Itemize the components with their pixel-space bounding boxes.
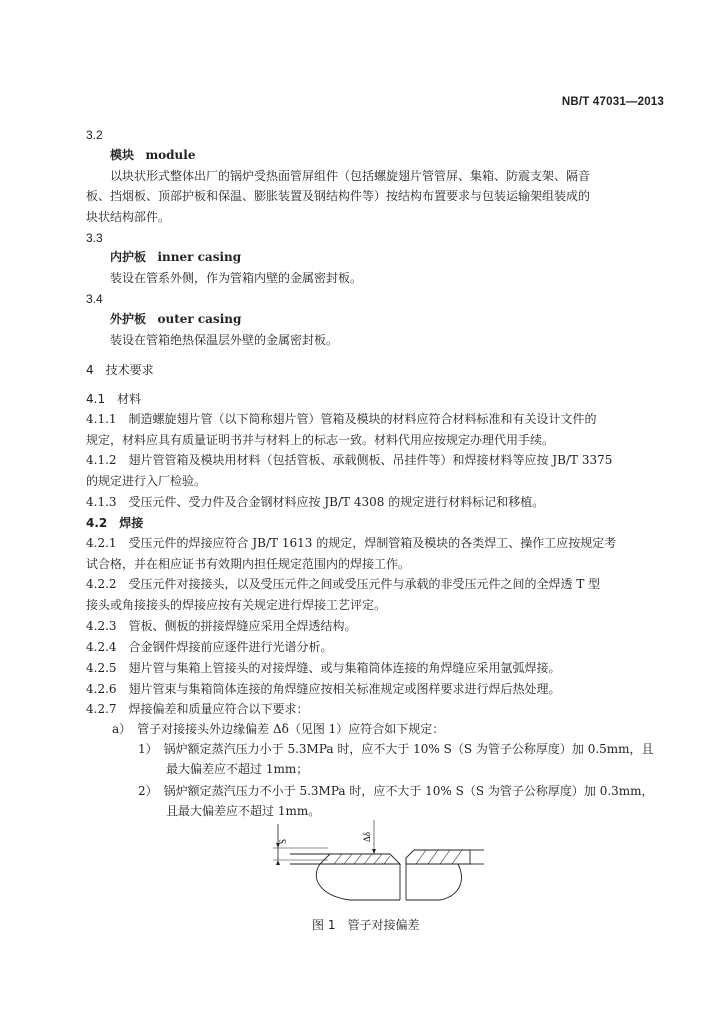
- def-term: 模块 module: [110, 148, 196, 162]
- para-line: 4.2.4 合金钢件焊接前应逐件进行光谱分析。: [86, 640, 333, 654]
- para-line: 4.1.2 翅片管管箱及模块用材料（包括管板、承载侧板、吊挂件等）和焊接材料等应按 JB/T 3375: [86, 453, 613, 467]
- def-text-line: 板、挡烟板、顶部护板和保温、膨胀装置及钢结构件等）按结构布置要求与包装运输架组装成的: [86, 189, 591, 203]
- para-line: 4.2.1 受压元件的焊接应符合 JB/T 1613 的规定，焊制管箱及模块的各类焊工、操作工应按规定考: [86, 536, 617, 550]
- list-item: 最大偏差应不超过 1mm；: [166, 762, 309, 776]
- list-item: a） 管子对接接头外边缘偏差 Δδ（见图 1）应符合如下规定：: [112, 722, 445, 736]
- def-text-line: 块状结构部件。: [86, 210, 171, 224]
- pipe-butt-weld-figure: [270, 818, 490, 910]
- list-item: 2） 锅炉额定蒸汽压力不小于 5.3MPa 时，应不大于 10% S（S 为管子公称厚度）加 0.3mm，: [138, 784, 654, 798]
- list-item: 1） 锅炉额定蒸汽压力小于 5.3MPa 时，应不大于 10% S（S 为管子公称厚度）加 0.5mm，且: [138, 742, 654, 756]
- para-line: 4.1.1 制造螺旋翅片管（以下简称翅片管）管箱及模块的材料应符合材料标准和有关设计文件的: [86, 412, 597, 426]
- standard-number: NB/T 47031—2013: [561, 96, 664, 108]
- def-number: 3.3: [86, 231, 103, 245]
- para-line: 4.2.5 翅片管与集箱上管接头的对接焊缝、或与集箱筒体连接的角焊缝应采用氩弧焊接。: [86, 661, 561, 675]
- para-line: 4.2.3 管板、侧板的拼接焊缝应采用全焊透结构。: [86, 619, 357, 633]
- def-text-line: 装设在管箱绝热保温层外壁的金属密封板。: [110, 333, 339, 347]
- para-line: 试合格，并在相应证书有效期内担任规定范围内的焊接工作。: [86, 557, 411, 571]
- para-line: 规定，材料应具有质量证明书并与材料上的标志一致。材料代用应按规定办理代用手续。: [86, 433, 555, 447]
- thickness-label: S: [278, 838, 288, 844]
- para-line: 4.2.7 焊接偏差和质量应符合以下要求：: [86, 702, 309, 716]
- para-line: 4.2.2 受压元件对接接头，以及受压元件之间或受压元件与承载的非受压元件之间的全焊透 T 型: [86, 577, 601, 591]
- def-term: 内护板 inner casing: [110, 250, 242, 264]
- def-number: 3.2: [86, 128, 103, 142]
- def-term: 外护板 outer casing: [110, 312, 242, 326]
- para-line: 4.2.6 翅片管束与集箱筒体连接的角焊缝应按相关标准规定或图样要求进行焊后热处理。: [86, 682, 561, 696]
- subsection-heading: 4.1 材料: [86, 392, 142, 406]
- def-text-line: 装设在管系外侧，作为管箱内壁的金属密封板。: [110, 271, 363, 285]
- offset-label: Δδ: [362, 831, 372, 842]
- figure-caption: 图 1 管子对接偏差: [312, 918, 420, 932]
- para-line: 的规定进行入厂检验。: [86, 474, 207, 488]
- subsection-heading: 4.2 焊接: [86, 516, 144, 530]
- list-item: 且最大偏差应不超过 1mm。: [166, 804, 321, 818]
- section-heading: 4 技术要求: [86, 363, 154, 377]
- para-line: 4.1.3 受压元件、受力件及合金钢材料应按 JB/T 4308 的规定进行材料标记和移植。: [86, 495, 545, 509]
- para-line: 接头或角接接头的焊接应按有关规定进行焊接工艺评定。: [86, 598, 387, 612]
- def-text-line: 以块状形式整体出厂的锅炉受热面管屏组件（包括螺旋翅片管管屏、集箱、防震支架、隔音: [110, 169, 591, 183]
- def-number: 3.4: [86, 292, 103, 306]
